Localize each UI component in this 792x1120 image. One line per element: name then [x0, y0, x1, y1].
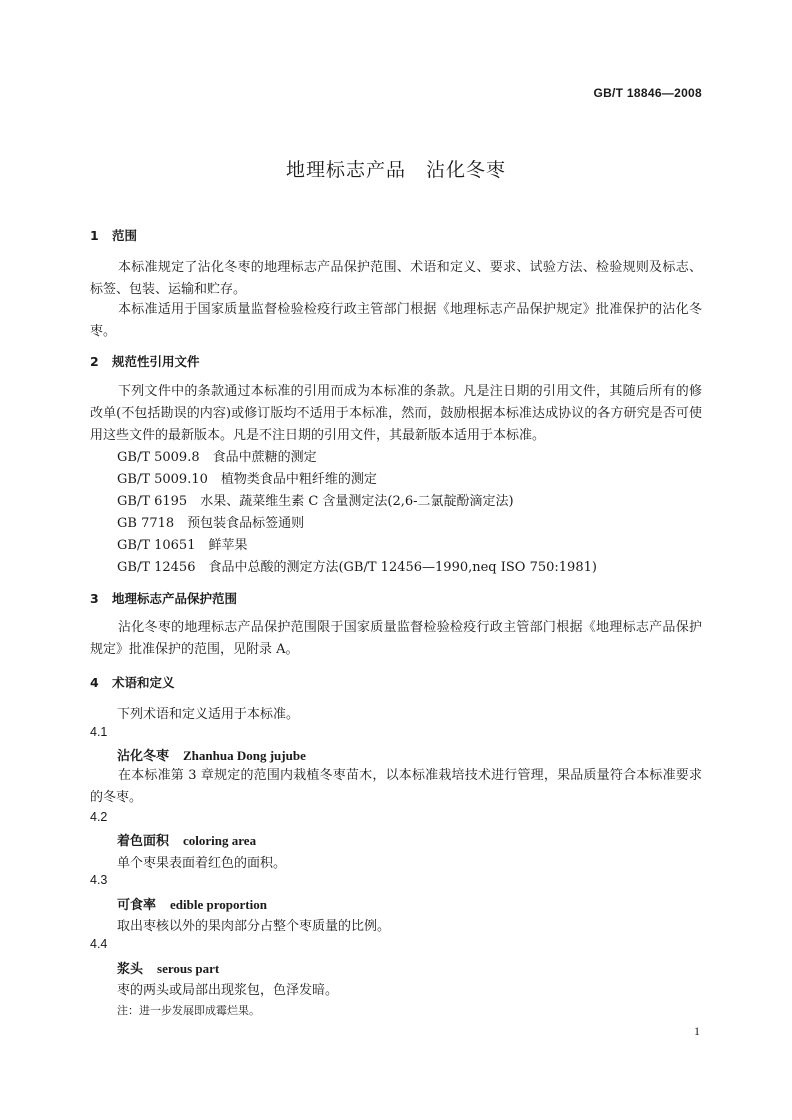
term-chinese: 沾化冬枣	[117, 749, 170, 764]
section-title: 范围	[112, 228, 138, 243]
section-2-heading	[90, 352, 200, 370]
section-title: 地理标志产品保护范围	[112, 591, 238, 606]
term-heading	[117, 958, 219, 977]
term-number: 4.1	[90, 725, 108, 739]
term-number: 4.4	[90, 937, 108, 951]
term-chinese: 可食率	[117, 898, 157, 913]
section-3-paragraph-1: 沾化冬枣的地理标志产品保护范围限于国家质量监督检验检疫行政主管部门根据《地理标志产品保护规定》批准保护的范围，见附录 A。	[90, 620, 702, 657]
term-heading	[117, 830, 256, 849]
section-number: 2	[90, 354, 99, 369]
term-definition: 枣的两头或局部出现浆包，色泽发暗。	[117, 983, 339, 998]
term-definition: 单个枣果表面着红色的面积。	[117, 856, 287, 871]
section-1-paragraph-2: 本标准适用于国家质量监督检验检疫行政主管部门根据《地理标志产品保护规定》批准保护的沾化冬枣。	[90, 302, 702, 339]
section-3-heading	[90, 589, 237, 607]
term-definition: 取出枣核以外的果肉部分占整个枣质量的比例。	[117, 919, 391, 934]
page-number: 1	[694, 1024, 700, 1038]
reference-item: GB/T 6195 水果、蔬菜维生素 C 含量测定法(2,6-二氯靛酚滴定法)	[117, 494, 514, 509]
section-number: 4	[90, 675, 99, 690]
reference-item: GB/T 10651 鲜苹果	[117, 538, 248, 553]
term-heading	[117, 894, 267, 913]
term-chinese: 着色面积	[117, 834, 170, 849]
section-4-heading	[90, 673, 175, 691]
term-chinese: 浆头	[117, 962, 144, 977]
term-english: serous part	[157, 961, 220, 976]
section-title: 规范性引用文件	[112, 354, 200, 369]
section-number: 1	[90, 228, 99, 243]
section-4-intro: 下列术语和定义适用于本标准。	[117, 707, 300, 722]
standard-number: GB/T 18846—2008	[593, 86, 702, 100]
section-1-paragraph-1: 本标准规定了沾化冬枣的地理标志产品保护范围、术语和定义、要求、试验方法、检验规则及标志、标签、包装、运输和贮存。	[90, 260, 702, 297]
term-definition: 在本标准第 3 章规定的范围内栽植冬枣苗木，以本标准栽培技术进行管理，果品质量符合本标准要求的冬枣。	[90, 768, 702, 805]
term-heading	[117, 745, 306, 764]
term-number: 4.2	[90, 810, 108, 824]
section-2-paragraph-1: 下列文件中的条款通过本标准的引用而成为本标准的条款。凡是注日期的引用文件，其随后所有的修改单(不包括勘误的内容)或修订版均不适用于本标准，然而，鼓励根据本标准达成协议的各方研究是否可使用这些文件的最新版本。凡是不注日期的引用文件，其最新版本适用于本标准。	[90, 384, 702, 443]
reference-item: GB/T 5009.8 食品中蔗糖的测定	[117, 450, 317, 465]
section-title: 术语和定义	[112, 675, 175, 690]
term-english: coloring area	[183, 833, 257, 848]
reference-item: GB 7718 预包装食品标签通则	[117, 516, 305, 531]
section-number: 3	[90, 591, 99, 606]
document-title: 地理标志产品 沾化冬枣	[285, 159, 506, 181]
section-1-heading	[90, 226, 137, 244]
term-number: 4.3	[90, 873, 108, 887]
reference-item: GB/T 12456 食品中总酸的测定方法(GB/T 12456—1990,neq ISO 750:1981)	[117, 560, 597, 575]
reference-item: GB/T 5009.10 植物类食品中粗纤维的测定	[117, 472, 377, 487]
note: 注：进一步发展即成霉烂果。	[117, 1004, 260, 1017]
term-english: Zhanhua Dong jujube	[183, 748, 306, 763]
term-english: edible proportion	[170, 897, 267, 912]
